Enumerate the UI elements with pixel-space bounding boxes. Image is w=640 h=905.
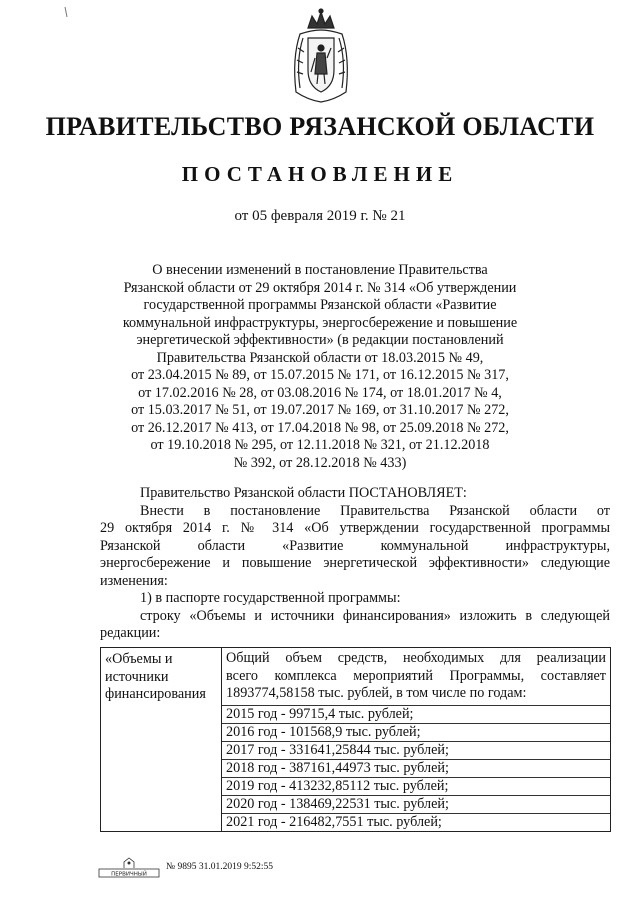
year-line: 2020 год - 138469,22531 тыс. рублей; — [222, 796, 610, 814]
financing-table — [100, 647, 611, 832]
summary-line: всего комплекса мероприятий Программы, составляет — [226, 667, 606, 684]
subject-line: Правительства Рязанской области от 18.03.2015 № 49, — [156, 349, 484, 366]
year-line: 2021 год - 216482,7551 тыс. рублей; — [226, 813, 442, 830]
coat-of-arms-emblem — [290, 8, 352, 106]
paragraph-line: изменения: — [100, 572, 168, 589]
subject-line: Рязанской области от 29 октября 2014 г. № 314 «Об утверждении — [123, 279, 517, 296]
registration-footer — [98, 855, 358, 879]
item-1: 1) в паспорте государственной программы: — [140, 590, 401, 606]
item-1-instruction-end: редакции: — [100, 625, 161, 641]
document-body — [100, 485, 610, 643]
financing-label-cell — [101, 648, 222, 832]
decree-statement: Правительство Рязанской области ПОСТАНОВЛЯЕТ: — [140, 485, 467, 501]
summary-line: Общий объем средств, необходимых для реализации — [226, 650, 606, 666]
stamp-text: ПЕРВИЧНЫЙ — [111, 871, 147, 878]
subject-line: О внесении изменений в постановление Правительства — [152, 262, 488, 278]
registry-stamp-icon — [98, 856, 160, 878]
subject-line: от 15.03.2017 № 51, от 19.07.2017 № 169, от 31.10.2017 № 272, — [131, 402, 509, 418]
label-line: финансирования — [105, 686, 206, 702]
scan-mark — [64, 6, 70, 18]
paragraph-line: Внести в постановление Правительства Рязанской области от — [140, 502, 610, 519]
summary-line: 1893774,58158 тыс. рублей, в том числе по годам: — [226, 685, 527, 701]
financing-value-cell — [222, 648, 611, 832]
subject-line: от 23.04.2015 № 89, от 15.07.2015 № 171, от 16.12.2015 № 317, — [131, 367, 509, 383]
label-line: источники — [105, 668, 169, 685]
subject-line: от 19.10.2018 № 295, от 12.11.2018 № 321, от 21.12.2018 — [150, 437, 490, 453]
subject-line: энергетической эффективности» (в редакции постановлений — [136, 332, 504, 348]
paragraph-line: 29 октября 2014 г. № 314 «Об утверждении государственной программы — [100, 520, 610, 536]
year-line: 2017 год - 331641,25844 тыс. рублей; — [222, 742, 610, 760]
document-subject — [110, 262, 530, 472]
subject-line: государственной программы Рязанской области «Развитие — [143, 297, 497, 313]
year-line: 2018 год - 387161,44973 тыс. рублей; — [222, 760, 610, 778]
subject-line: от 26.12.2017 № 413, от 17.04.2018 № 98, от 25.09.2018 № 272, — [131, 419, 509, 436]
label-line: «Объемы и — [105, 651, 173, 667]
organization-title: ПРАВИТЕЛЬСТВО РЯЗАНСКОЙ ОБЛАСТИ — [45, 112, 595, 141]
financing-summary — [222, 648, 610, 706]
subject-line: № 392, от 28.12.2018 № 433) — [233, 454, 407, 471]
paragraph-line: энергосбережение и повышение энергетической эффективности» следующие — [100, 555, 610, 571]
year-line: 2019 год - 413232,85112 тыс. рублей; — [222, 778, 610, 796]
year-line: 2015 год - 99715,4 тыс. рублей; — [222, 706, 610, 724]
subject-line: коммунальной инфраструктуры, энергосбережение и повышение — [122, 314, 518, 331]
document-type-title: ПОСТАНОВЛЕНИЕ — [181, 162, 459, 186]
paragraph-line: Рязанской области «Развитие коммунальной инфраструктуры, — [100, 537, 610, 554]
year-line: 2016 год - 101568,9 тыс. рублей; — [222, 724, 610, 742]
registration-number: № 9895 31.01.2019 9:52:55 — [166, 862, 273, 872]
subject-line: от 17.02.2016 № 28, от 03.08.2016 № 174, от 18.01.2017 № 4, — [138, 384, 502, 401]
item-1-instruction: строку «Объемы и источники финансирования» изложить в следующей — [140, 607, 610, 624]
document-date-number: от 05 февраля 2019 г. № 21 — [234, 208, 406, 224]
table-row — [101, 648, 611, 832]
